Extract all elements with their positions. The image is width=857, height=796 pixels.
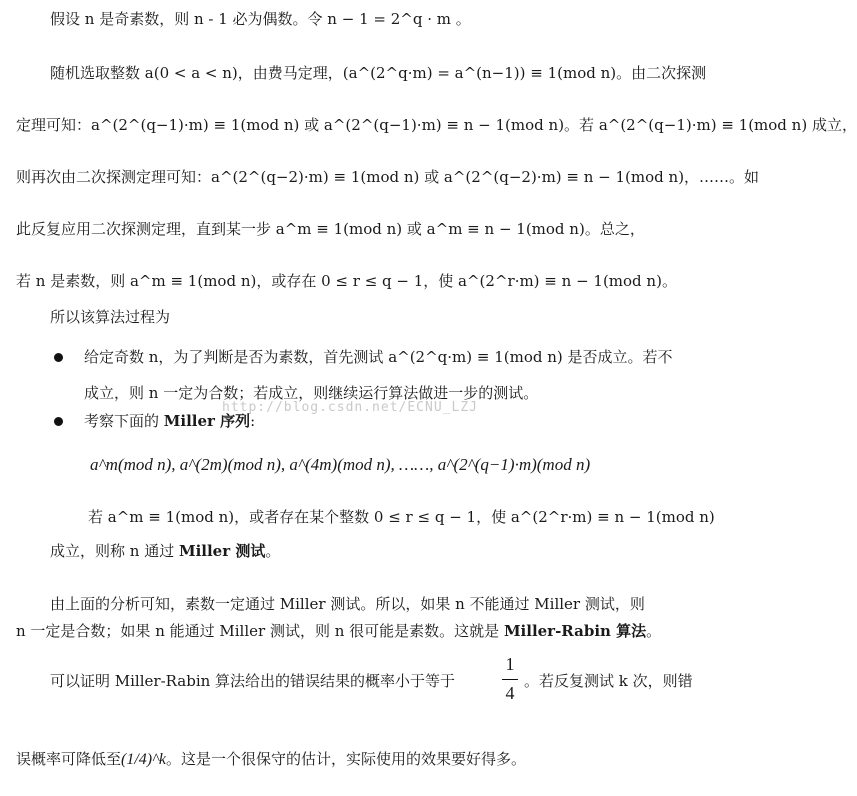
para-assumption: 假设 n 是奇素数，则 n - 1 必为偶数。令 n − 1 = 2^q · m 。 <box>50 10 471 28</box>
bullet1-line2: 成立，则 n 一定为合数；若成立，则继续运行算法做进一步的测试。 <box>84 384 539 402</box>
fraction-numerator: 1 <box>505 654 515 674</box>
bullet1-line1: 给定奇数 n，为了判断是否为素数，首先测试 a^(2^q·m) ≡ 1(mod n) 是否成立。若不 <box>84 348 673 366</box>
miller-sequence-term: Miller 序列 <box>163 412 251 430</box>
para-fermat-line3: 则再次由二次探测定理可知：a^(2^(q−2)·m) ≡ 1(mod n) 或 a^(2^(q−2)·m) ≡ n − 1(mod n)，……。如 <box>16 168 760 186</box>
miller-test-term: Miller 测试 <box>178 542 266 560</box>
probability-prefix: 误概率可降低至 <box>16 750 122 768</box>
para-probability-line1: 可以证明 Miller-Rabin 算法给出的错误结果的概率小于等于 <box>50 672 456 690</box>
probability-power: (1/4)^k <box>121 751 166 768</box>
para-probability-line2 <box>16 748 712 771</box>
para-probability-line1-tail: 。若反复测试 k 次，则错 <box>524 672 693 690</box>
bullet-icon <box>54 417 63 426</box>
pass-prefix: 成立，则称 n 通过 <box>50 542 179 560</box>
para-analysis-line2 <box>16 620 712 642</box>
watermark: http://blog.csdn.net/ECNU_LZJ <box>222 400 478 415</box>
para-fermat-line1: 随机选取整数 a(0 < a < n)，由费马定理，(a^(2^q·m) = a^(n−1)) ≡ 1(mod n)。由二次探测 <box>50 64 707 82</box>
para-fermat-line2: 定理可知：a^(2^(q−1)·m) ≡ 1(mod n) 或 a^(2^(q−1)·m) ≡ n − 1(mod n)。若 a^(2^(q−1)·m) ≡ 1(mod n) 成立， <box>16 116 857 134</box>
para-fermat-line4: 此反复应用二次探测定理，直到某一步 a^m ≡ 1(mod n) 或 a^m ≡ n − 1(mod n)。总之， <box>16 220 645 238</box>
bullet2-suffix: : <box>250 412 256 430</box>
analysis-prefix: n 一定是合数；如果 n 能通过 Miller 测试，则 n 很可能是素数。这就是 <box>16 622 504 640</box>
fraction-denominator: 4 <box>505 683 515 703</box>
miller-rabin-term: Miller-Rabin 算法 <box>503 622 647 640</box>
pass-suffix: 。 <box>265 542 281 560</box>
condition-line: 若 a^m ≡ 1(mod n)，或者存在某个整数 0 ≤ r ≤ q − 1，使 a^(2^r·m) ≡ n − 1(mod n) <box>88 508 715 526</box>
para-algorithm-intro: 所以该算法过程为 <box>50 308 171 326</box>
bullet2-prefix: 考察下面的 <box>84 412 164 430</box>
bullet2-line <box>84 410 712 432</box>
analysis-suffix: 。 <box>646 622 662 640</box>
para-analysis-line1: 由上面的分析可知，素数一定通过 Miller 测试。所以，如果 n 不能通过 Miller 测试，则 <box>50 595 645 613</box>
para-fermat-line5: 若 n 是素数，则 a^m ≡ 1(mod n)，或存在 0 ≤ r ≤ q − 1，使 a^(2^r·m) ≡ n − 1(mod n)。 <box>16 272 677 290</box>
probability-suffix: 。这是一个很保守的估计，实际使用的效果要好得多。 <box>165 750 526 768</box>
fraction-bar <box>502 679 518 680</box>
miller-test-line <box>50 540 712 562</box>
miller-sequence-formula: a^m(mod n), a^(2m)(mod n), a^(4m)(mod n), ……, a^(2^(q−1)·m)(mod n) <box>90 455 591 474</box>
bullet-icon <box>54 353 63 362</box>
